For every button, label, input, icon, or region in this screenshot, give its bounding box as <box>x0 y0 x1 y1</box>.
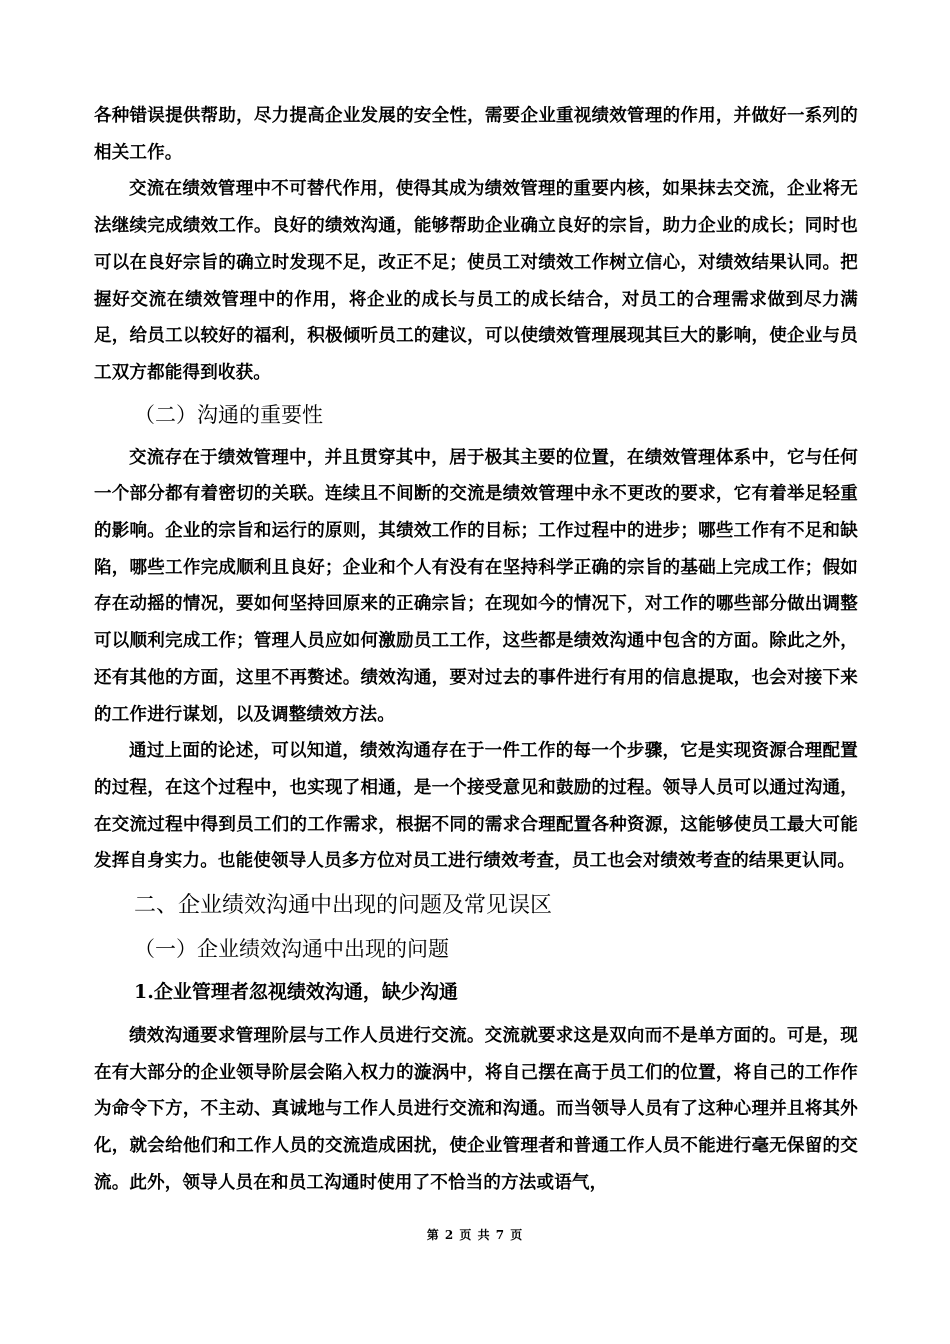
paragraph-summary: 通过上面的论述，可以知道，绩效沟通存在于一件工作的每一个步骤，它是实现资源合理配置的过程，在这个过程中，也实现了相通，是一个接受意见和鼓励的过程。领导人员可以通过沟通，在交流过程中得到员工们的工作需求，根据不同的需求合理配置各种资源，这能够使员工最大可能发挥自身实力。也能使领导人员多方位对员工进行绩效考查，员工也会对绩效考查的结果更认同。 <box>94 741 858 872</box>
paragraph-exchange-role: 交流在绩效管理中不可替代作用，使得其成为绩效管理的重要内核，如果抹去交流，企业将无法继续完成绩效工作。良好的绩效沟通，能够帮助企业确立良好的宗旨，助力企业的成长；同时也可以在良好宗旨的确立时发现不足，改正不足；使员工对绩效工作树立信心，对绩效结果认同。把握好交流在绩效管理中的作用，将企业的成长与员工的成长结合，对员工的合理需求做到尽力满足，给员工以较好的福利，积极倾听员工的建议，可以使绩效管理展现其巨大的影响，使企业与员工双方都能得到收获。 <box>94 179 858 383</box>
section-heading-importance: （二）沟通的重要性 <box>134 402 323 427</box>
paragraph-ignore-communication: 绩效沟通要求管理阶层与工作人员进行交流。交流就要求这是双向而不是单方面的。可是，现在有大部分的企业领导阶层会陷入权力的漩涡中，将自己摆在高于员工们的位置，将自己的工作作为命令下方，不主动、真诚地与工作人员进行交流和沟通。而当领导人员有了这种心理并且将其外化，就会给他们和工作人员的交流造成困扰，使企业管理者和普通工作人员不能进行毫无保留的交流。此外，领导人员在和员工沟通时使用了不恰当的方法或语气， <box>94 1026 858 1193</box>
page-number-footer: 第 2 页 共 7 页 <box>426 1228 524 1242</box>
section-heading-problems: （一）企业绩效沟通中出现的问题 <box>134 937 449 962</box>
paragraph-continued: 各种错误提供帮助，尽力提高企业发展的安全性，需要企业重视绩效管理的作用，并做好一系列的相关工作。 <box>94 106 858 163</box>
paragraph-importance: 交流存在于绩效管理中，并且贯穿其中，居于极其主要的位置，在绩效管理体系中，它与任何一个部分都有着密切的关联。连续且不间断的交流是绩效管理中永不更改的要求，它有着举足轻重的影响。企业的宗旨和运行的原则，其绩效工作的目标；工作过程中的进步；哪些工作有不足和缺陷，哪些工作完成顺利且良好；企业和个人有没有在坚持科学正确的宗旨的基础上完成工作；假如存在动摇的情况，要如何坚持回原来的正确宗旨；在现如今的情况下，对工作的哪些部分做出调整可以顺利完成工作；管理人员应如何激励员工工作，这些都是绩效沟通中包含的方面。除此之外，还有其他的方面，这里不再赘述。绩效沟通，要对过去的事件进行有用的信息提取，也会对接下来的工作进行谋划，以及调整绩效方法。 <box>94 447 858 725</box>
subsection-heading-ignore-communication: 1.企业管理者忽视绩效沟通，缺少沟通 <box>134 981 458 1004</box>
page-body <box>94 98 858 1202</box>
chapter-heading-problems: 二、企业绩效沟通中出现的问题及常见误区 <box>134 893 553 919</box>
